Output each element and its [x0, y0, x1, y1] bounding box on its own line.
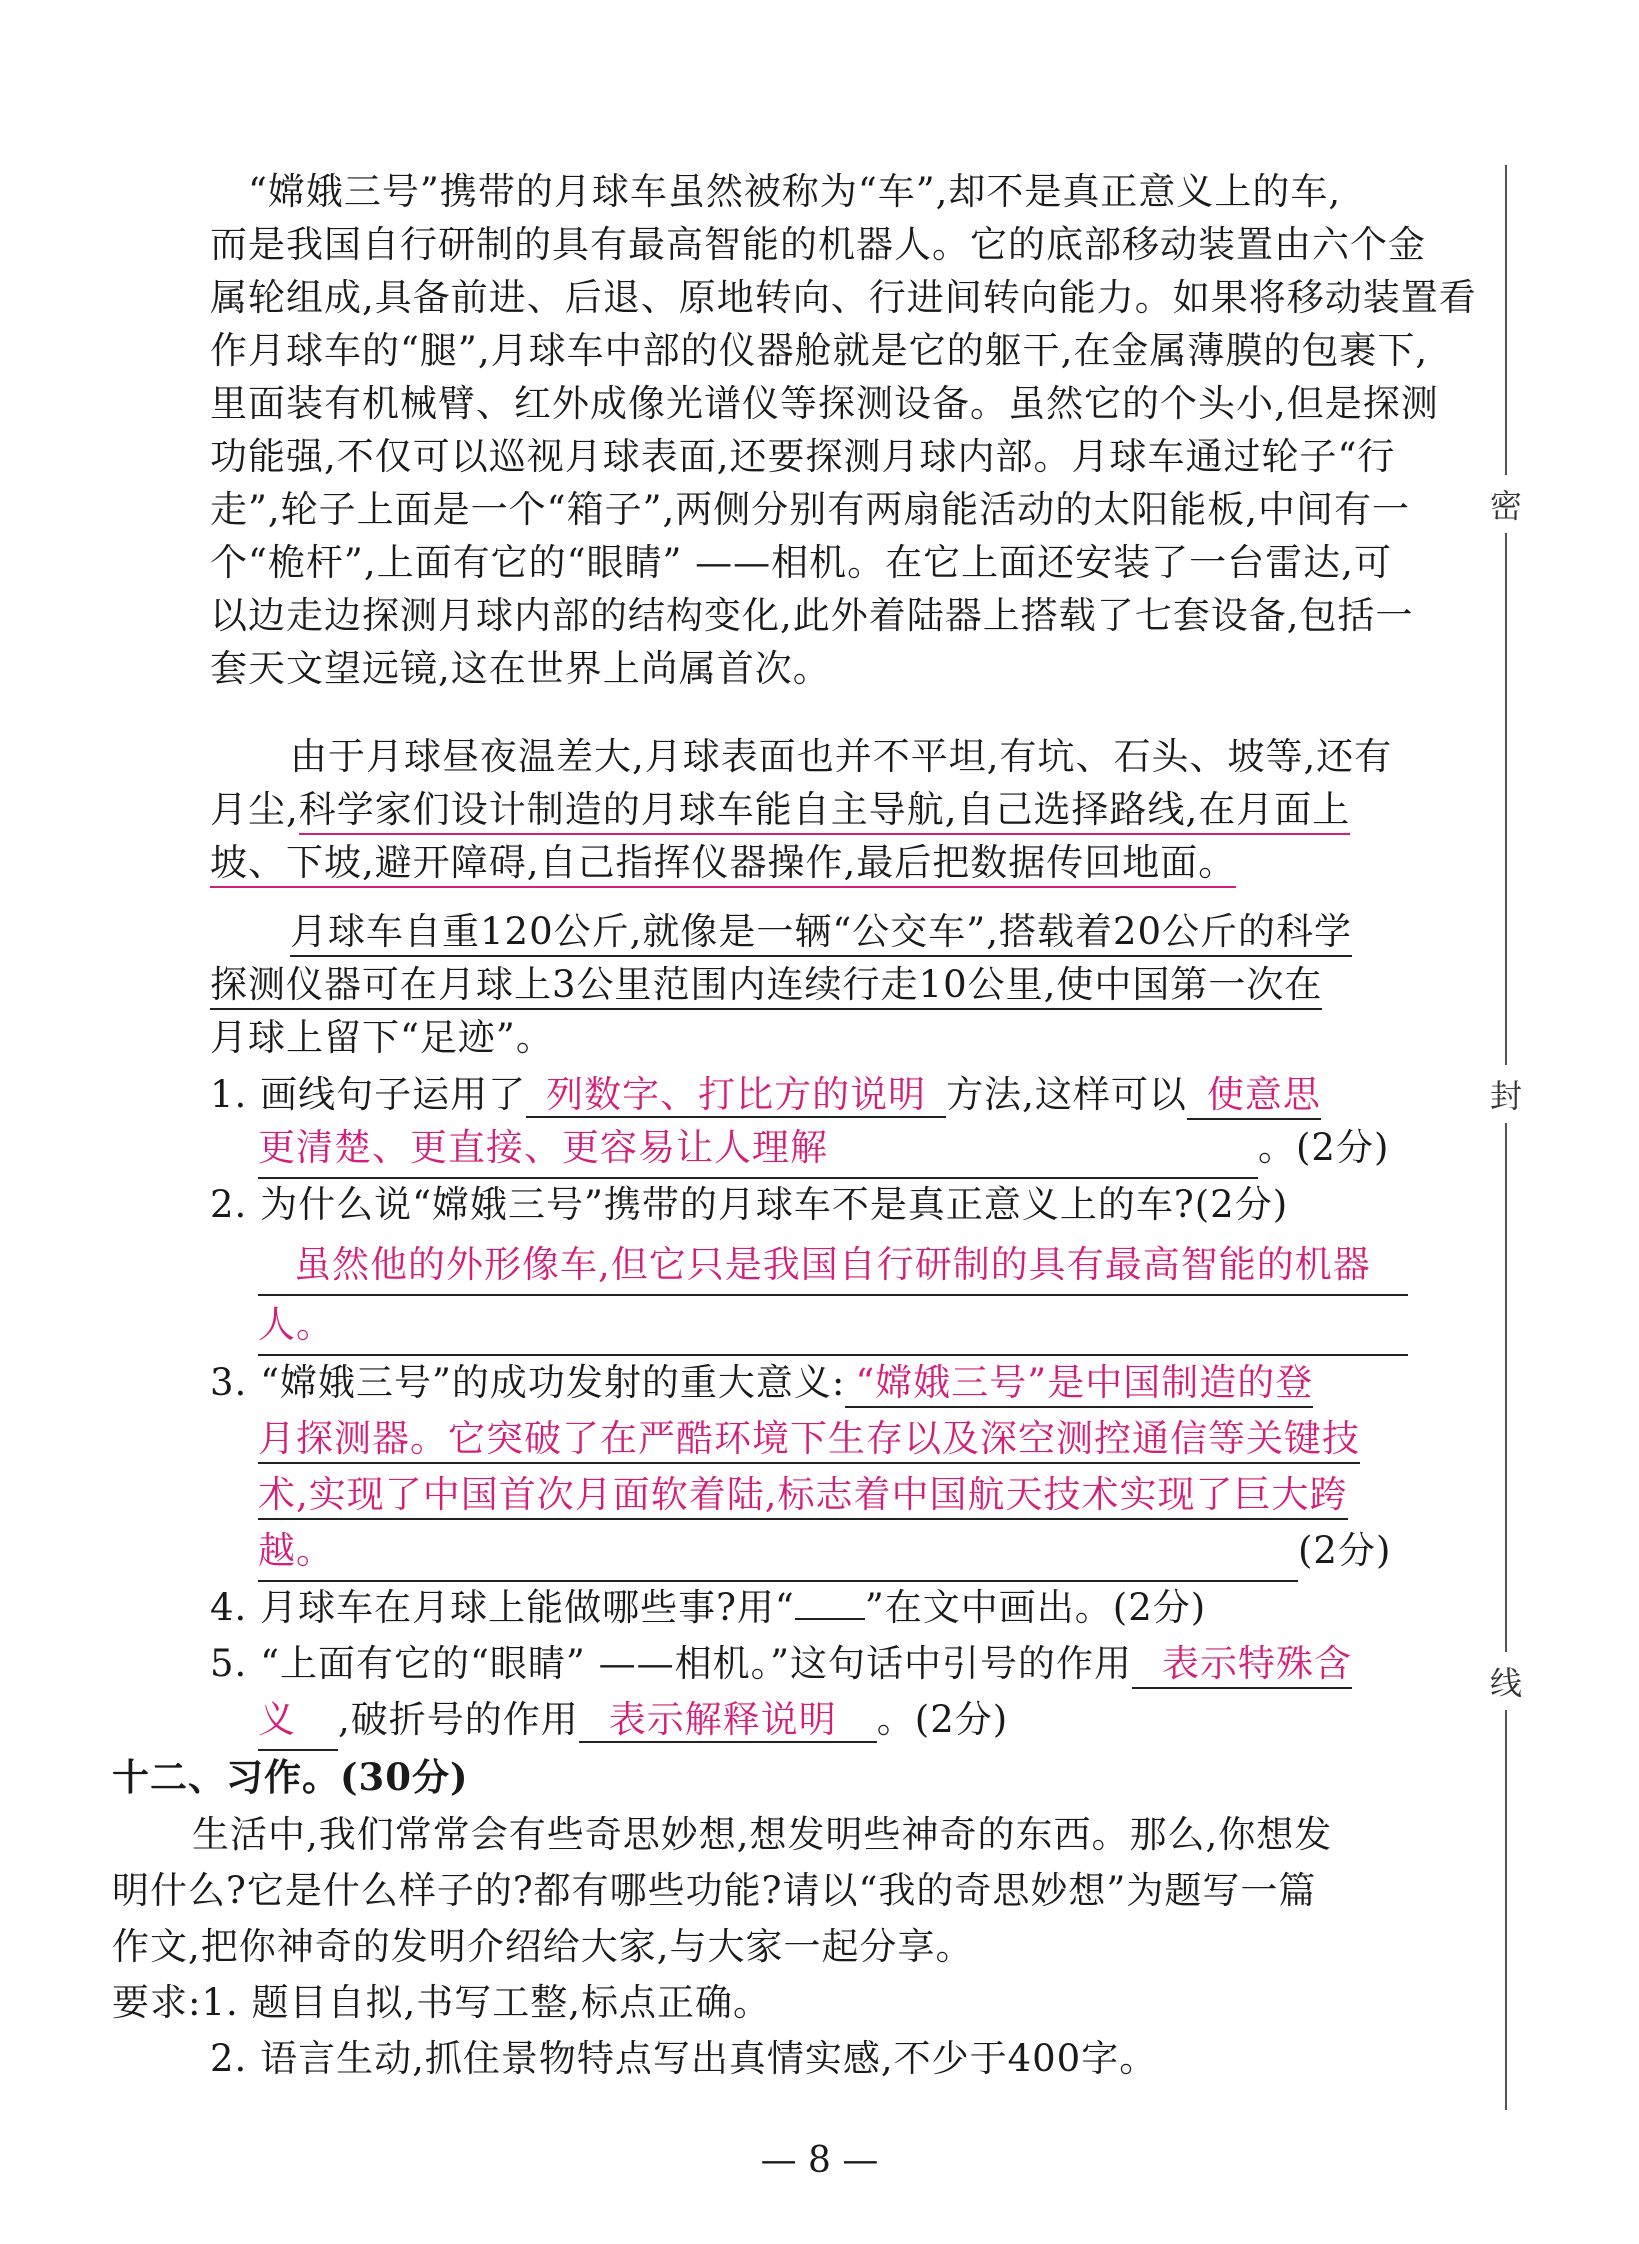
- passage-line: “嫦娥三号”携带的月球车虽然被称为“车”,却不是真正意义上的车,: [248, 170, 1342, 213]
- answer-line: [258, 1238, 1408, 1296]
- passage-line: 以边走边探测月球内部的结构变化,此外着陆器上搭载了七套设备,包括一: [210, 594, 1414, 637]
- passage-text: 月尘,: [210, 788, 299, 831]
- passage-line: [210, 783, 1350, 837]
- passage-line: [290, 905, 1352, 959]
- answer-blank[interactable]: 月探测器。它突破了在严酷环境下生存以及深空测控通信等关键技: [258, 1417, 1360, 1464]
- answer-blank[interactable]: 更清楚、更直接、更容易让人理解: [258, 1121, 1258, 1179]
- answer-line: [258, 1298, 1408, 1356]
- underline-symbol: [795, 1588, 865, 1620]
- question-number: 3.: [210, 1361, 248, 1404]
- passage-line: 由于月球昼夜温差大,月球表面也并不平坦,有坑、石头、坡等,还有: [290, 735, 1393, 778]
- score: 。(2分): [876, 1698, 1009, 1741]
- passage-line: 属轮组成,具备前进、后退、原地转向、行进间转向能力。如果将移动装置看: [210, 276, 1477, 319]
- page-number: — 8 —: [760, 2140, 879, 2181]
- question-1-cont: [258, 1121, 1389, 1179]
- passage-line: 套天文望远镜,这在世界上尚属首次。: [210, 647, 831, 690]
- question-text: 月球车在月球上能做哪些事?用“: [260, 1586, 795, 1629]
- prompt-line: 生活中,我们常常会有些奇思妙想,想发明些神奇的东西。那么,你想发: [192, 1813, 1333, 1856]
- question-2: [210, 1178, 1288, 1232]
- question-text: “嫦娥三号”的成功发射的重大意义:: [260, 1361, 846, 1404]
- answer-blank[interactable]: 表示特殊含: [1132, 1642, 1352, 1689]
- question-3: [210, 1356, 1313, 1410]
- question-number: 1.: [210, 1073, 248, 1116]
- passage-line: 里面装有机械臂、红外成像光谱仪等探测设备。虽然它的个头小,但是探测: [210, 382, 1439, 425]
- requirement-item: 1. 题目自拟,书写工整,标点正确。: [201, 1981, 772, 2024]
- underlined-sentence: 科学家们设计制造的月球车能自主导航,自己选择路线,在月面上: [299, 788, 1351, 835]
- passage-line: 个“桅杆”,上面有它的“眼睛” ——相机。在它上面还安装了一台雷达,可: [210, 541, 1392, 584]
- question-4: [210, 1581, 1206, 1635]
- answer-blank[interactable]: 术,实现了中国首次月面软着陆,标志着中国航天技术实现了巨大跨: [258, 1473, 1348, 1520]
- score: (2分): [1298, 1529, 1392, 1572]
- passage-line: 走”,轮子上面是一个“箱子”,两侧分别有两扇能活动的太阳能板,中间有一: [210, 488, 1411, 531]
- underlined-sentence: 坡、下坡,避开障碍,自己指挥仪器操作,最后把数据传回地面。: [210, 841, 1236, 888]
- question-number: 2.: [210, 1183, 248, 1226]
- question-text: 方法,这样可以: [946, 1073, 1187, 1116]
- answer-blank[interactable]: 虽然他的外形像车,但它只是我国自行研制的具有最高智能的机器: [258, 1238, 1408, 1296]
- requirement-label: 要求:: [112, 1981, 202, 2024]
- answer-blank[interactable]: 人。: [258, 1298, 1408, 1356]
- passage-line: [210, 836, 1236, 890]
- question-number: 5.: [210, 1642, 248, 1685]
- answer-line: [258, 1468, 1348, 1522]
- question-5: [210, 1637, 1352, 1691]
- answer-line: [258, 1412, 1360, 1466]
- requirement-line: [112, 1976, 771, 2030]
- passage-line: 功能强,不仅可以巡视月球表面,还要探测月球内部。月球车通过轮子“行: [210, 435, 1396, 478]
- passage-line: [210, 958, 1322, 1012]
- score: 。(2分): [1258, 1126, 1390, 1169]
- question-number: 4.: [210, 1586, 248, 1629]
- passage-line: 月球上留下“足迹”。: [210, 1016, 554, 1059]
- question-text: 画线句子运用了: [260, 1073, 527, 1116]
- seal-mark-feng: 封: [1490, 1065, 1522, 1123]
- passage-line: 而是我国自行研制的具有最高智能的机器人。它的底部移动装置由六个金: [210, 223, 1426, 266]
- answer-blank[interactable]: 越。: [258, 1524, 1298, 1582]
- question-text: “上面有它的“眼睛” ——相机。”这句话中引号的作用: [260, 1642, 1133, 1685]
- question-5-cont: [258, 1693, 1008, 1751]
- prompt-line: 明什么?它是什么样子的?都有哪些功能?请以“我的奇思妙想”为题写一篇: [112, 1869, 1317, 1912]
- answer-blank[interactable]: 表示解释说明: [579, 1698, 877, 1743]
- question-text: 为什么说“嫦娥三号”携带的月球车不是真正意义上的车?(2分): [260, 1183, 1289, 1226]
- seal-mark-mi: 密: [1490, 475, 1522, 533]
- answer-blank[interactable]: 使意思: [1187, 1073, 1321, 1120]
- answer-blank[interactable]: “嫦娥三号”是中国制造的登: [845, 1361, 1313, 1408]
- lined-sentence: 探测仪器可在月球上3公里范围内连续行走10公里,使中国第一次在: [210, 963, 1322, 1010]
- question-text: ”在文中画出。(2分): [864, 1586, 1207, 1629]
- answer-blank[interactable]: 义: [258, 1693, 338, 1751]
- section-heading: 十二、习作。(30分): [112, 1755, 469, 1799]
- prompt-line: 作文,把你神奇的发明介绍给大家,与大家一起分享。: [112, 1925, 974, 1968]
- passage-line: 作月球车的“腿”,月球车中部的仪器舱就是它的躯干,在金属薄膜的包裹下,: [210, 329, 1429, 372]
- requirement-item: 2. 语言生动,抓住景物特点写出真情实感,不少于400字。: [210, 2037, 1158, 2080]
- question-text: ,破折号的作用: [338, 1698, 579, 1741]
- answer-line: [258, 1524, 1391, 1582]
- binding-line: [1505, 165, 1507, 2110]
- seal-mark-xian: 线: [1490, 1652, 1522, 1710]
- lined-sentence: 月球车自重120公斤,就像是一辆“公交车”,搭载着20公斤的科学: [290, 910, 1352, 957]
- answer-blank[interactable]: 列数字、打比方的说明: [526, 1073, 946, 1118]
- question-1: [210, 1068, 1321, 1122]
